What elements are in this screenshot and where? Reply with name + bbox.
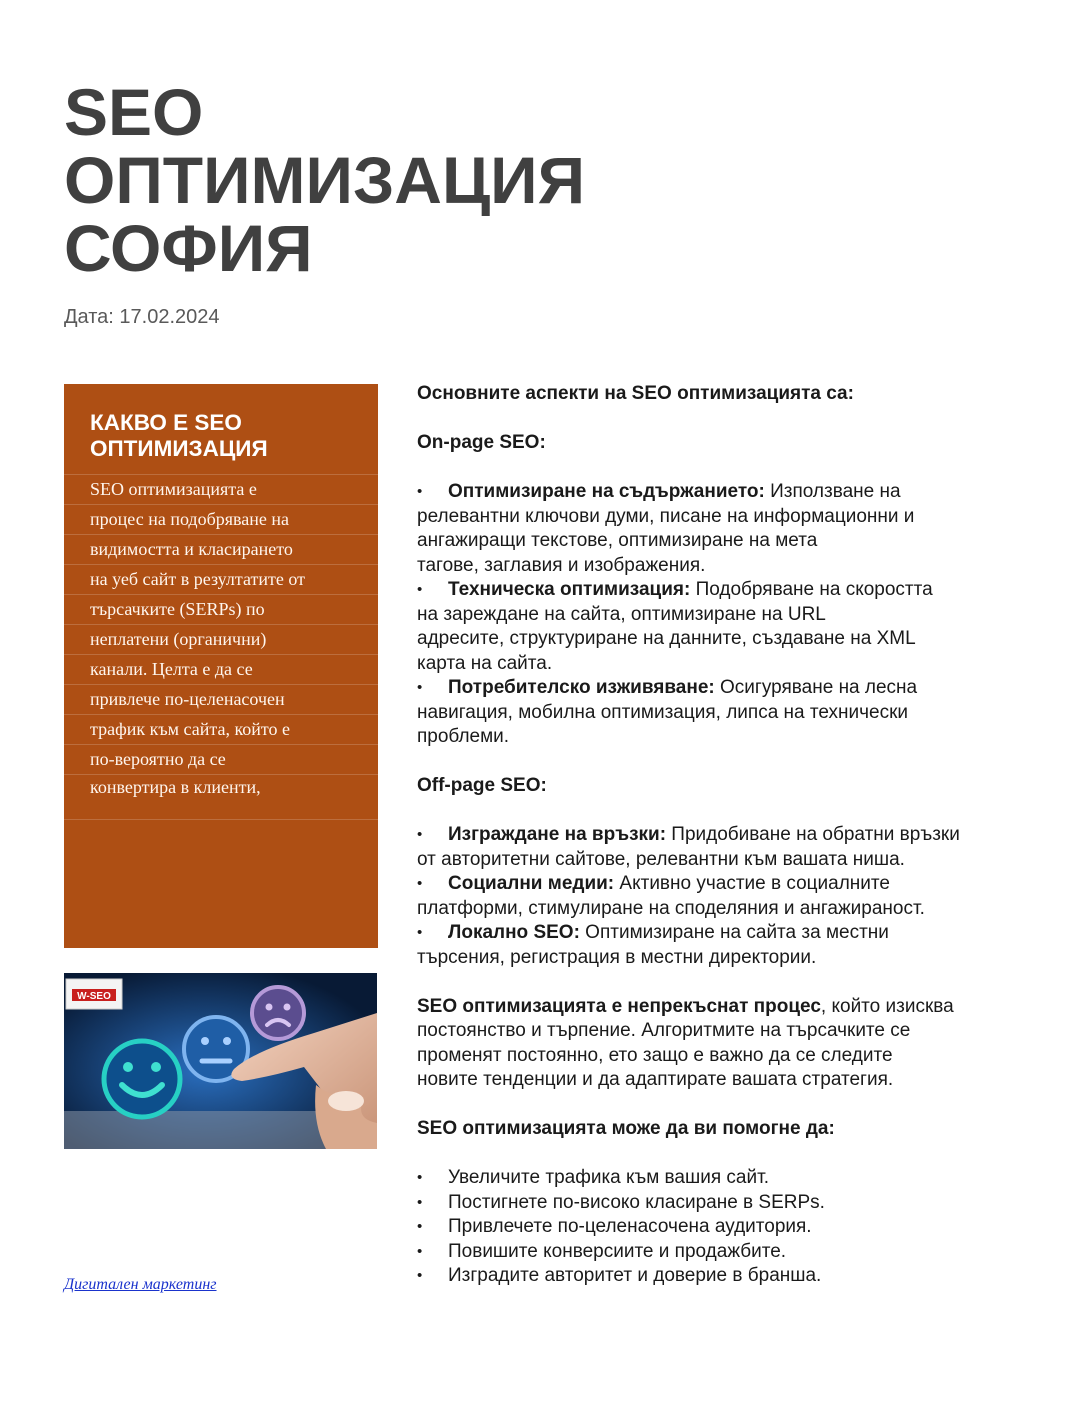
list-item: • Изграждане на връзки: Придобиване на обратни връзки от авторитетни сайтове, релевантни към вашата ниша. [417, 823, 1037, 872]
sidebar-line: трафик към сайта, който е [64, 714, 378, 744]
title-line: СОФИЯ [64, 211, 313, 285]
happy-face-icon [104, 1041, 180, 1117]
process-paragraph: SEO оптимизацията е непрекъснат процес, който изисква постоянство и търпение. Алгоритмите на търсачките се променят постоянно, ето защо е важно да се следите новите тенденции и да адаптирате вашата стратегия. [417, 995, 954, 1090]
list-item: • Оптимизиране на съдържанието: Използване на релевантни ключови думи, писане на информационни и ангажиращи текстове, оптимизиране на мета тагове, заглавия и изображения. [417, 480, 1037, 578]
list-item: • Изградите авторитет и доверие в бранша. [417, 1264, 1037, 1289]
list-item: • Постигнете по-високо класиране в SERPs. [417, 1191, 1037, 1216]
sidebar-line: конвертира в клиенти, [64, 774, 378, 820]
onpage-heading: On-page SEO: [417, 432, 546, 453]
title-line: ОПТИМИЗАЦИЯ [64, 143, 586, 217]
list-item: • Повишите конверсиите и продажбите. [417, 1240, 1037, 1265]
intro-heading: Основните аспекти на SEO оптимизацията са: [417, 383, 854, 404]
page-title [64, 75, 764, 285]
list-item: • Привлечете по-целенасочена аудитория. [417, 1215, 1037, 1240]
sidebar-line: SEO оптимизацията е [64, 474, 378, 504]
title-line: SEO [64, 75, 204, 149]
sidebar-line: процес на подобряване на [64, 504, 378, 534]
main-content [417, 382, 1037, 1289]
list-item: • Локално SEO: Оптимизиране на сайта за местни търсения, регистрация в местни директории. [417, 921, 1037, 970]
svg-text:W-SEO: W-SEO [77, 991, 111, 1002]
sidebar-line: на уеб сайт в резултатите от [64, 564, 378, 594]
sidebar-line: по-вероятно да се [64, 744, 378, 774]
list-item: • Потребителско изживяване: Осигуряване на лесна навигация, мобилна оптимизация, липса на технически проблеми. [417, 676, 1037, 750]
benefits-heading: SEO оптимизацията може да ви помогне да: [417, 1118, 835, 1139]
sidebar-line: привлече по-целенасочен [64, 684, 378, 714]
sidebar-heading: КАКВО Е SEO ОПТИМИЗАЦИЯ [90, 410, 268, 461]
list-item: • Техническа оптимизация: Подобряване на скоростта на зареждане на сайта, оптимизиране на URL адресите, структуриране на данните, създаване на XML карта на сайта. [417, 578, 1037, 676]
smiley-rating-photo [64, 973, 377, 1149]
sidebar-line: видимостта и класирането [64, 534, 378, 564]
sidebar-line: търсачките (SERPs) по [64, 594, 378, 624]
sidebar-box [64, 384, 378, 948]
sidebar-text [64, 474, 378, 820]
sad-face-icon [252, 987, 304, 1039]
w-seo-logo [66, 979, 122, 1009]
smiley-touchscreen-illustration [64, 973, 377, 1149]
offpage-heading: Off-page SEO: [417, 775, 547, 796]
list-item: • Увеличите трафика към вашия сайт. [417, 1166, 1037, 1191]
digital-marketing-link[interactable]: Дигитален маркетинг [64, 1276, 217, 1293]
sidebar-line: канали. Целта е да се [64, 654, 378, 684]
document-date: Дата: 17.02.2024 [64, 306, 220, 328]
sidebar-line: неплатени (органични) [64, 624, 378, 654]
list-item: • Социални медии: Активно участие в социалните платформи, стимулиране на споделяния и ангажираност. [417, 872, 1037, 921]
